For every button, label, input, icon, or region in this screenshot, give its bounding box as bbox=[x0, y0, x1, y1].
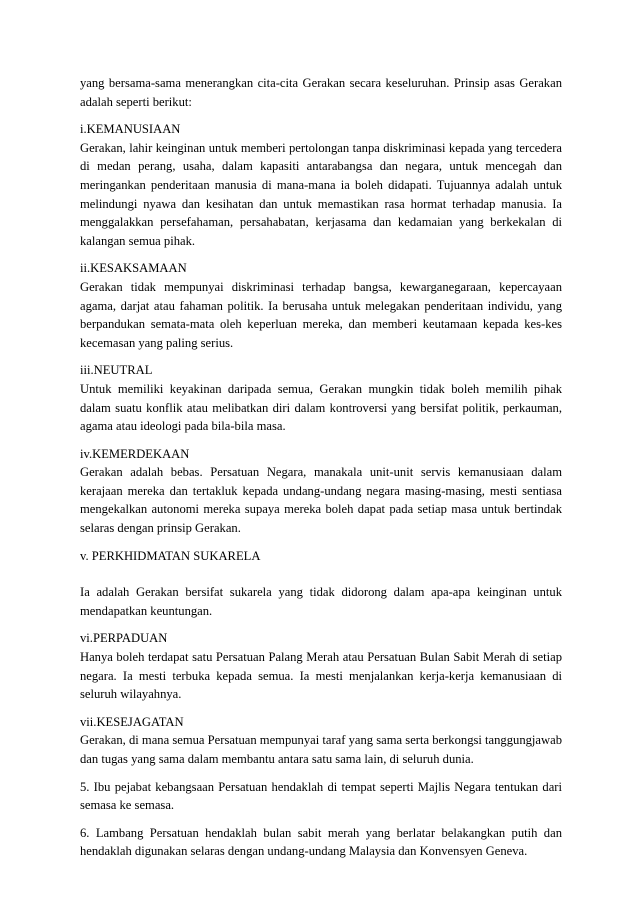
principle-perpaduan bbox=[80, 629, 562, 703]
principle-kemanusiaan bbox=[80, 120, 562, 250]
principle-kesaksamaan bbox=[80, 259, 562, 352]
principle-heading: iii.NEUTRAL bbox=[80, 363, 153, 378]
document-body bbox=[80, 74, 562, 870]
principle-sukarela-body bbox=[80, 583, 562, 620]
principle-perkhidmatan-sukarela bbox=[80, 547, 562, 566]
principle-kesejagatan bbox=[80, 713, 562, 769]
principle-body: Hanya boleh terdapat satu Persatuan Palang Merah atau Persatuan Bulan Sabit Merah di setiap negara. Ia mesti terbuka kepada semua. Ia mesti menjalankan kerja-kerja kemanusiaan di seluruh wilayahnya. bbox=[80, 650, 562, 702]
principle-heading: v. PERKHIDMATAN SUKARELA bbox=[80, 548, 261, 563]
principle-body: Gerakan, di mana semua Persatuan mempunyai taraf yang sama serta berkongsi tanggungjawab dan tugas yang sama dalam membantu antara satu sama lain, di seluruh dunia. bbox=[80, 733, 562, 766]
item-5-paragraph: 5. Ibu pejabat kebangsaan Persatuan hendaklah di tempat seperti Majlis Negara tentukan dari semasa ke semasa. bbox=[80, 779, 562, 813]
principle-body: Ia adalah Gerakan bersifat sukarela yang tidak didorong dalam apa-apa keinginan untuk mendapatkan keuntungan. bbox=[80, 585, 562, 618]
intro-paragraph: yang bersama-sama menerangkan cita-cita Gerakan secara keseluruhan. Prinsip asas Gerakan adalah seperti berikut: bbox=[80, 76, 562, 109]
principle-body: Gerakan adalah bebas. Persatuan Negara, manakala unit-unit servis kemanusiaan dalam kerajaan mereka dan tertakluk kepada undang-undang negara masing-masing, mesti sentiasa mengekalkan autonomi mereka supaya mereka boleh dapat pada setiap masa untuk bertindak selaras dengan prinsip Gerakan. bbox=[80, 465, 562, 536]
principle-kemerdekaan bbox=[80, 445, 562, 538]
principle-heading: vii.KESEJAGATAN bbox=[80, 714, 184, 729]
principle-heading: i.KEMANUSIAAN bbox=[80, 122, 181, 137]
principle-heading: ii.KESAKSAMAAN bbox=[80, 261, 187, 276]
principle-body: Gerakan tidak mempunyai diskriminasi terhadap bangsa, kewarganegaraan, kepercayaan agama, darjat atau fahaman politik. Ia berusaha untuk melegakan penderitaan individu, yang berpandukan semata-mata oleh keperluan mereka, dan memberi keutamaan kepada kes-kes kecemasan yang paling serius. bbox=[80, 279, 562, 350]
principle-heading: iv.KEMERDEKAAN bbox=[80, 446, 190, 461]
principle-heading: vi.PERPADUAN bbox=[80, 631, 168, 646]
principle-body: Untuk memiliki keyakinan daripada semua, Gerakan mungkin tidak boleh memilih pihak dalam suatu konflik atau melibatkan diri dalam kontroversi yang bersifat politik, perkauman, agama atau ideologi pada bila-bila masa. bbox=[80, 381, 562, 434]
principle-neutral bbox=[80, 361, 562, 435]
principle-body: Gerakan, lahir keinginan untuk memberi pertolongan tanpa diskriminasi kepada yang tercedera di medan perang, usaha, dalam kapasiti antarabangsa dan negara, untuk mencegah dan meringankan penderitaan manusia di mana-mana ia boleh didapati. Tujuannya adalah untuk melindungi nyawa dan kesihatan dan untuk memastikan rasa hormat terhadap manusia. Ia menggalakkan persefahaman, persahabatan, kerjasama dan kedamaian yang berkekalan di kalangan semua pihak. bbox=[80, 140, 562, 248]
item-6-paragraph: 6. Lambang Persatuan hendaklah bulan sabit merah yang berlatar belakangkan putih dan hendaklah digunakan selaras dengan undang-undang Malaysia dan Konvensyen Geneva. bbox=[80, 825, 562, 859]
